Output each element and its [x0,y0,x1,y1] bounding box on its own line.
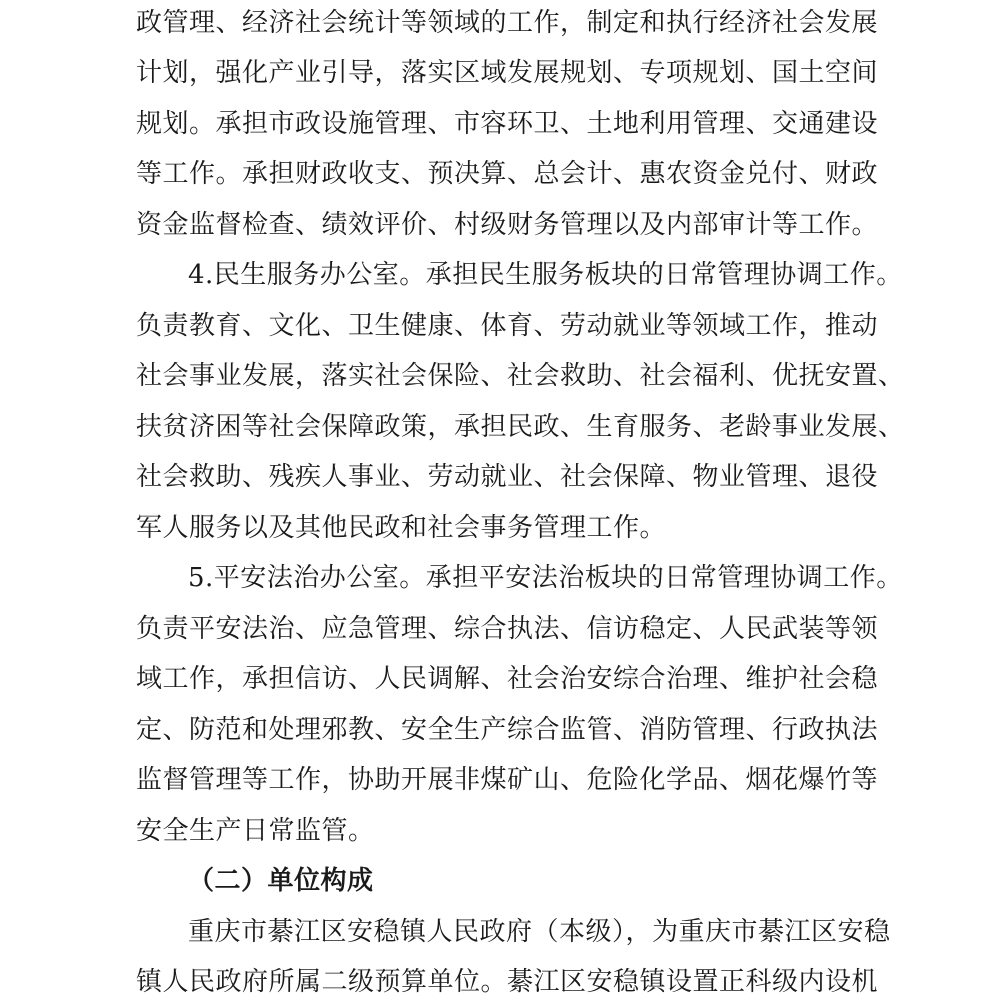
text-line: 军人服务以及其他民政和社会事务管理工作。 [136,513,667,543]
text-line: 域工作，承担信访、人民调解、社会治安综合治理、维护社会稳 [136,664,879,694]
text-line: 监督管理等工作，协助开展非煤矿山、危险化学品、烟花爆竹等 [136,765,879,795]
text-line: 政管理、经济社会统计等领域的工作，制定和执行经济社会发展 [136,8,879,38]
text-line: 资金监督检查、绩效评价、村级财务管理以及内部审计等工作。 [136,210,879,240]
text-line: 扶贫济困等社会保障政策，承担民政、生育服务、老龄事业发展、 [136,412,905,442]
text-line: 负责平安法治、应急管理、综合执法、信访稳定、人民武装等领 [136,614,879,644]
text-line: 等工作。承担财政收支、预决算、总会计、惠农资金兑付、财政 [136,159,879,189]
text-line: 5.平安法治办公室。承担平安法治板块的日常管理协调工作。 [188,563,903,593]
text-line: 规划。承担市政设施管理、市容环卫、土地利用管理、交通建设 [136,109,879,139]
section-heading: （二）单位构成 [188,866,374,896]
text-line: 重庆市綦江区安稳镇人民政府（本级），为重庆市綦江区安稳 [188,917,891,947]
text-line: 4.民生服务办公室。承担民生服务板块的日常管理协调工作。 [188,260,903,290]
text-line: 负责教育、文化、卫生健康、体育、劳动就业等领域工作，推动 [136,311,879,341]
text-line: 定、防范和处理邪教、安全生产综合监管、消防管理、行政执法 [136,715,879,745]
text-line: 计划，强化产业引导，落实区域发展规划、专项规划、国土空间 [136,58,879,88]
text-line: 安全生产日常监管。 [136,816,375,846]
text-line: 社会事业发展，落实社会保险、社会救助、社会福利、优抚安置、 [136,361,905,391]
text-line: 镇人民政府所属二级预算单位。綦江区安稳镇设置正科级内设机 [136,967,879,997]
text-line: 社会救助、残疾人事业、劳动就业、社会保障、物业管理、退役 [136,462,879,492]
